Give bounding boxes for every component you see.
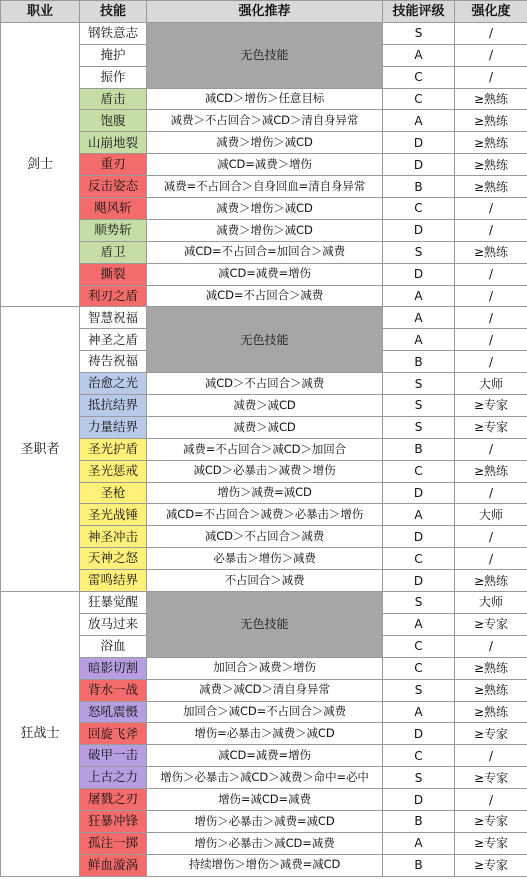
skill-grade-cell: S	[383, 592, 455, 614]
class-name-cell: 圣职者	[1, 307, 80, 592]
recommendation-cell: 减费＞增伤＞减CD	[147, 132, 383, 154]
table-row	[1, 154, 527, 176]
skill-name-cell: 祷告祝福	[80, 351, 147, 373]
enhance-level-cell: /	[455, 285, 527, 307]
table-row	[1, 241, 527, 263]
enhance-level-cell: /	[455, 635, 527, 657]
skill-name-cell: 破甲一击	[80, 745, 147, 767]
enhance-level-cell: ≥熟练	[455, 241, 527, 263]
recommendation-cell: 增伤=减CD=减费	[147, 789, 383, 811]
enhance-level-cell: ≥熟练	[455, 88, 527, 110]
table-row	[1, 263, 527, 285]
skill-grade-cell: A	[383, 613, 455, 635]
recommendation-cell: 减CD=不占回合＞减费	[147, 285, 383, 307]
skill-grade-cell: D	[383, 789, 455, 811]
table-row	[1, 88, 527, 110]
enhance-level-cell: ≥熟练	[455, 657, 527, 679]
skill-grade-cell: D	[383, 154, 455, 176]
table-row	[1, 460, 527, 482]
table-row	[1, 592, 527, 614]
enhance-level-cell: /	[455, 526, 527, 548]
skill-name-cell: 背水一战	[80, 679, 147, 701]
enhance-level-cell: ≥专家	[455, 854, 527, 876]
skill-name-cell: 孤注一掷	[80, 832, 147, 854]
table-row	[1, 679, 527, 701]
skill-name-cell: 饱腹	[80, 110, 147, 132]
header-recommendation: 强化推荐	[147, 1, 383, 23]
skill-name-cell: 神圣冲击	[80, 526, 147, 548]
skill-grade-cell: S	[383, 679, 455, 701]
colorless-skill-cell: 无色技能	[147, 307, 383, 373]
skill-grade-cell: A	[383, 44, 455, 66]
enhance-level-cell: ≥专家	[455, 832, 527, 854]
table-row	[1, 307, 527, 329]
skill-name-cell: 盾击	[80, 88, 147, 110]
class-name-cell: 狂战士	[1, 592, 80, 877]
recommendation-cell: 增伤＞减费=减CD	[147, 482, 383, 504]
recommendation-cell: 增伤＞必暴击＞减CD＞减费＞命中=必中	[147, 767, 383, 789]
class-name-cell: 剑士	[1, 22, 80, 307]
skill-name-cell: 暗影切割	[80, 657, 147, 679]
enhance-level-cell: ≥熟练	[455, 701, 527, 723]
table-row	[1, 198, 527, 220]
recommendation-cell: 减费=不占回合＞自身回血=清自身异常	[147, 176, 383, 198]
skill-grade-cell: B	[383, 810, 455, 832]
skill-grade-cell: A	[383, 329, 455, 351]
skill-grade-cell: D	[383, 526, 455, 548]
skill-name-cell: 回旋飞斧	[80, 723, 147, 745]
enhance-level-cell: /	[455, 44, 527, 66]
enhance-level-cell: /	[455, 438, 527, 460]
enhance-level-cell: ≥专家	[455, 723, 527, 745]
table-row	[1, 570, 527, 592]
recommendation-cell: 减CD＞增伤＞任意目标	[147, 88, 383, 110]
enhance-level-cell: 大师	[455, 592, 527, 614]
enhance-level-cell: ≥熟练	[455, 570, 527, 592]
enhance-level-cell: ≥熟练	[455, 132, 527, 154]
skill-grade-cell: S	[383, 241, 455, 263]
header-skill: 技能	[80, 1, 147, 23]
skill-name-cell: 抵抗结界	[80, 395, 147, 417]
skill-grade-cell: A	[383, 504, 455, 526]
skill-grade-cell: A	[383, 701, 455, 723]
recommendation-cell: 减CD=减费＞增伤	[147, 154, 383, 176]
recommendation-cell: 减CD=减费=增伤	[147, 745, 383, 767]
table-row	[1, 832, 527, 854]
table-row	[1, 657, 527, 679]
enhance-level-cell: /	[455, 263, 527, 285]
table-body	[1, 22, 527, 876]
skill-name-cell: 振作	[80, 66, 147, 88]
enhance-level-cell: ≥专家	[455, 395, 527, 417]
skill-name-cell: 怒吼震慑	[80, 701, 147, 723]
recommendation-cell: 必暴击＞增伤＞减费	[147, 548, 383, 570]
enhance-level-cell: ≥专家	[455, 416, 527, 438]
header-enhance-level: 强化度	[455, 1, 527, 23]
recommendation-cell: 不占回合＞减费	[147, 570, 383, 592]
table-row	[1, 219, 527, 241]
recommendation-cell: 增伤=必暴击＞减费＞减CD	[147, 723, 383, 745]
enhance-level-cell: ≥熟练	[455, 176, 527, 198]
enhance-level-cell: ≥熟练	[455, 154, 527, 176]
enhance-level-cell: /	[455, 219, 527, 241]
skill-grade-cell: C	[383, 88, 455, 110]
recommendation-cell: 减费＞减CD	[147, 395, 383, 417]
skill-grade-cell: B	[383, 351, 455, 373]
skill-name-cell: 利刃之盾	[80, 285, 147, 307]
skill-grade-cell: C	[383, 198, 455, 220]
skill-name-cell: 圣光惩戒	[80, 460, 147, 482]
enhance-level-cell: /	[455, 482, 527, 504]
skill-name-cell: 智慧祝福	[80, 307, 147, 329]
enhance-level-cell: /	[455, 548, 527, 570]
table-row	[1, 132, 527, 154]
recommendation-cell: 减费＞减CD＞清自身异常	[147, 679, 383, 701]
colorless-skill-cell: 无色技能	[147, 22, 383, 88]
skill-name-cell: 上古之力	[80, 767, 147, 789]
skill-name-cell: 钢铁意志	[80, 22, 147, 44]
skill-grade-cell: D	[383, 570, 455, 592]
skill-grade-cell: C	[383, 460, 455, 482]
table-row	[1, 745, 527, 767]
recommendation-cell: 减费＞减CD	[147, 416, 383, 438]
recommendation-cell: 加回合＞减CD=不占回合＞减费	[147, 701, 383, 723]
table-row	[1, 416, 527, 438]
enhance-level-cell: ≥专家	[455, 613, 527, 635]
table-row	[1, 395, 527, 417]
recommendation-cell: 减CD=减费=增伤	[147, 263, 383, 285]
header-row	[1, 1, 527, 23]
enhance-level-cell: /	[455, 329, 527, 351]
table-row	[1, 438, 527, 460]
recommendation-cell: 减CD=不占回合=加回合＞减费	[147, 241, 383, 263]
table-row	[1, 176, 527, 198]
enhance-level-cell: 大师	[455, 373, 527, 395]
recommendation-cell: 加回合＞减费＞增伤	[147, 657, 383, 679]
skill-grade-cell: A	[383, 110, 455, 132]
table-row	[1, 482, 527, 504]
enhance-level-cell: /	[455, 307, 527, 329]
skill-grade-cell: D	[383, 132, 455, 154]
skill-grade-cell: C	[383, 66, 455, 88]
enhance-level-cell: /	[455, 198, 527, 220]
skill-grade-cell: A	[383, 307, 455, 329]
recommendation-cell: 减费=不占回合＞减CD＞加回合	[147, 438, 383, 460]
skill-name-cell: 掩护	[80, 44, 147, 66]
skill-grade-cell: B	[383, 438, 455, 460]
skill-grade-cell: D	[383, 219, 455, 241]
skill-name-cell: 圣枪	[80, 482, 147, 504]
skill-grade-cell: S	[383, 373, 455, 395]
recommendation-cell: 增伤＞必暴击＞减CD=减费	[147, 832, 383, 854]
skill-name-cell: 重刃	[80, 154, 147, 176]
table-row	[1, 723, 527, 745]
skill-name-cell: 浴血	[80, 635, 147, 657]
skill-grade-cell: S	[383, 416, 455, 438]
skill-grade-cell: A	[383, 832, 455, 854]
table-row	[1, 810, 527, 832]
table-row	[1, 767, 527, 789]
skill-grade-cell: D	[383, 263, 455, 285]
header-class: 职业	[1, 1, 80, 23]
table-row	[1, 110, 527, 132]
enhance-level-cell: /	[455, 351, 527, 373]
skill-name-cell: 反击姿态	[80, 176, 147, 198]
skill-grade-cell: S	[383, 767, 455, 789]
skill-grade-cell: D	[383, 723, 455, 745]
skill-grade-cell: B	[383, 854, 455, 876]
enhance-level-cell: ≥专家	[455, 767, 527, 789]
enhance-level-cell: ≥熟练	[455, 460, 527, 482]
header-skill-grade: 技能评级	[383, 1, 455, 23]
table-row	[1, 285, 527, 307]
enhance-level-cell: 大师	[455, 504, 527, 526]
table-row	[1, 854, 527, 876]
skill-name-cell: 圣光护盾	[80, 438, 147, 460]
recommendation-cell: 减费＞增伤＞减CD	[147, 219, 383, 241]
table-row	[1, 373, 527, 395]
skill-grade-cell: S	[383, 22, 455, 44]
enhance-level-cell: ≥熟练	[455, 679, 527, 701]
recommendation-cell: 减CD＞不占回合＞减费	[147, 526, 383, 548]
recommendation-cell: 减费＞不占回合＞减CD＞清自身异常	[147, 110, 383, 132]
recommendation-cell: 持续增伤＞增伤＞减费=减CD	[147, 854, 383, 876]
skill-grade-cell: D	[383, 482, 455, 504]
skill-name-cell: 放马过来	[80, 613, 147, 635]
enhance-level-cell: ≥熟练	[455, 110, 527, 132]
skill-name-cell: 治愈之光	[80, 373, 147, 395]
recommendation-cell: 减CD＞必暴击＞减费＞增伤	[147, 460, 383, 482]
skill-name-cell: 飓风斩	[80, 198, 147, 220]
skill-name-cell: 雷鸣结界	[80, 570, 147, 592]
skill-grade-cell: B	[383, 176, 455, 198]
skill-grade-cell: A	[383, 285, 455, 307]
skill-name-cell: 鲜血漩涡	[80, 854, 147, 876]
table-row	[1, 504, 527, 526]
enhance-level-cell: /	[455, 66, 527, 88]
skill-grade-cell: C	[383, 548, 455, 570]
table-row	[1, 548, 527, 570]
table-row	[1, 22, 527, 44]
recommendation-cell: 减费＞增伤＞减CD	[147, 198, 383, 220]
enhance-level-cell: /	[455, 789, 527, 811]
enhance-level-cell: ≥专家	[455, 810, 527, 832]
recommendation-cell: 减CD＞不占回合＞减费	[147, 373, 383, 395]
table-row	[1, 701, 527, 723]
skill-name-cell: 山崩地裂	[80, 132, 147, 154]
skill-name-cell: 神圣之盾	[80, 329, 147, 351]
skill-name-cell: 狂暴觉醒	[80, 592, 147, 614]
table-row	[1, 526, 527, 548]
skill-name-cell: 圣光战锤	[80, 504, 147, 526]
skill-grade-cell: C	[383, 745, 455, 767]
recommendation-cell: 减CD=不占回合＞减费＞必暴击＞增伤	[147, 504, 383, 526]
skill-grade-cell: C	[383, 657, 455, 679]
skill-name-cell: 撕裂	[80, 263, 147, 285]
enhance-level-cell: /	[455, 22, 527, 44]
skill-name-cell: 狂暴冲锋	[80, 810, 147, 832]
table-row	[1, 789, 527, 811]
skill-grade-cell: S	[383, 395, 455, 417]
skill-name-cell: 屠戮之刃	[80, 789, 147, 811]
recommendation-cell: 增伤＞必暴击＞减费=减CD	[147, 810, 383, 832]
skill-name-cell: 顺势斩	[80, 219, 147, 241]
skill-name-cell: 天神之怒	[80, 548, 147, 570]
skill-grade-cell: C	[383, 635, 455, 657]
skill-name-cell: 盾卫	[80, 241, 147, 263]
enhance-level-cell: /	[455, 745, 527, 767]
skill-name-cell: 力量结界	[80, 416, 147, 438]
colorless-skill-cell: 无色技能	[147, 592, 383, 658]
